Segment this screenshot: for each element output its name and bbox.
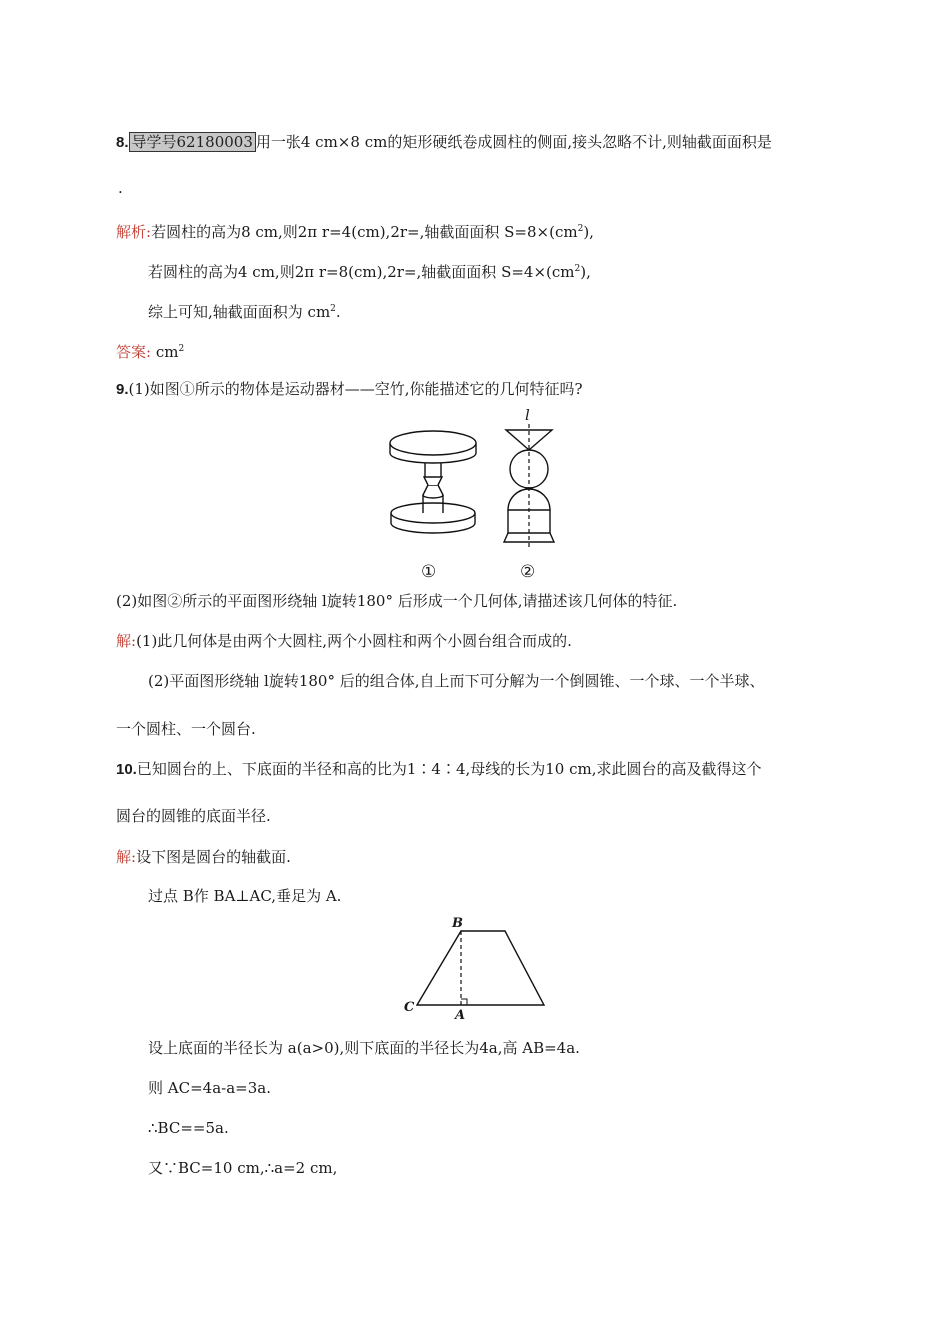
label-B: B [452,916,463,931]
q9-solution-line2: (2)平面图形绕轴 l旋转180° 后的组合体,自上而下可分解为一个倒圆锥、一个球、一个半球、 [148,672,765,690]
q8-analysis-line2 [148,259,591,282]
q10-solution-line6: 又∵BC=10 cm,∴a=2 cm, [148,1159,338,1177]
analysis-text: 综上可知,轴截面面积为 cm [148,303,331,321]
q9-number: 9. [116,381,129,398]
answer-text: cm [151,343,179,361]
q10-line1 [116,759,762,780]
label-A: A [455,1008,466,1023]
q10-solution-line2: 过点 B作 BA⊥AC,垂足为 A. [148,887,342,905]
solution-text: (1)此几何体是由两个大圆柱,两个小圆柱和两个小圆台组合而成的. [136,632,572,650]
q9-part2: (2)如图②所示的平面图形绕轴 l旋转180° 后形成一个几何体,请描述该几何体的特征. [116,592,678,610]
analysis-text-end: ), [580,263,591,281]
q9-part1-text: (1)如图①所示的物体是运动器材——空竹,你能描述它的几何特征吗? [128,380,583,398]
figure-rotation [500,410,560,550]
q9-solution-line1 [116,631,572,651]
q10-number: 10. [116,761,137,778]
q10-solution-line3: 设上底面的半径长为 a(a>0),则下底面的半径长为4a,高 AB=4a. [148,1039,580,1057]
superscript: 2 [178,344,185,354]
q8-blank: . [118,179,123,197]
superscript: 2 [577,224,584,234]
q10-solution-line5: ∴BC==5a. [148,1119,229,1137]
q8-analysis-line1 [116,219,594,242]
solution-label: 解: [116,632,137,650]
superscript: 2 [574,264,581,274]
figure2-label: ② [520,562,536,582]
answer-label: 答案: [116,343,152,361]
label-C: C [404,1000,415,1015]
q8-answer [116,339,184,362]
q8-line [116,132,772,153]
analysis-text: 若圆柱的高为4 cm,则2π r=8(cm),2r=,轴截面面积 S=4×(cm [148,263,575,281]
q8-text: 用一张4 cm×8 cm的矩形硬纸卷成圆柱的侧面,接头忽略不计,则轴截面面积是 [255,133,772,151]
q10-line2: 圆台的圆锥的底面半径. [116,807,271,825]
solution-text: 设下图是圆台的轴截面. [136,848,291,866]
axis-label-l: l [525,406,530,424]
q8-analysis-line3 [148,299,341,322]
q9-part1 [116,379,583,400]
q8-reference-badge[interactable]: 导学号62180003 [129,132,256,152]
analysis-label: 解析: [116,223,152,241]
superscript: 2 [330,304,336,314]
q9-solution-line3: 一个圆柱、一个圆台. [116,720,256,738]
q10-text: 已知圆台的上、下底面的半径和高的比为1∶4∶4,母线的长为10 cm,求此圆台的高及截得这个 [136,760,762,778]
solution-label: 解: [116,848,137,866]
q10-solution-line4: 则 AC=4a-a=3a. [148,1079,271,1097]
figure1-label: ① [421,562,437,582]
analysis-text-end: ), [583,223,594,241]
analysis-text: 若圆柱的高为8 cm,则2π r=4(cm),2r=,轴截面面积 S=8×(cm [151,223,578,241]
q10-solution-line1 [116,847,291,867]
analysis-text-end: . [335,303,341,321]
figure-trapezoid [410,915,550,1015]
figure-diabolo [388,425,478,545]
q8-number: 8. [116,134,129,151]
